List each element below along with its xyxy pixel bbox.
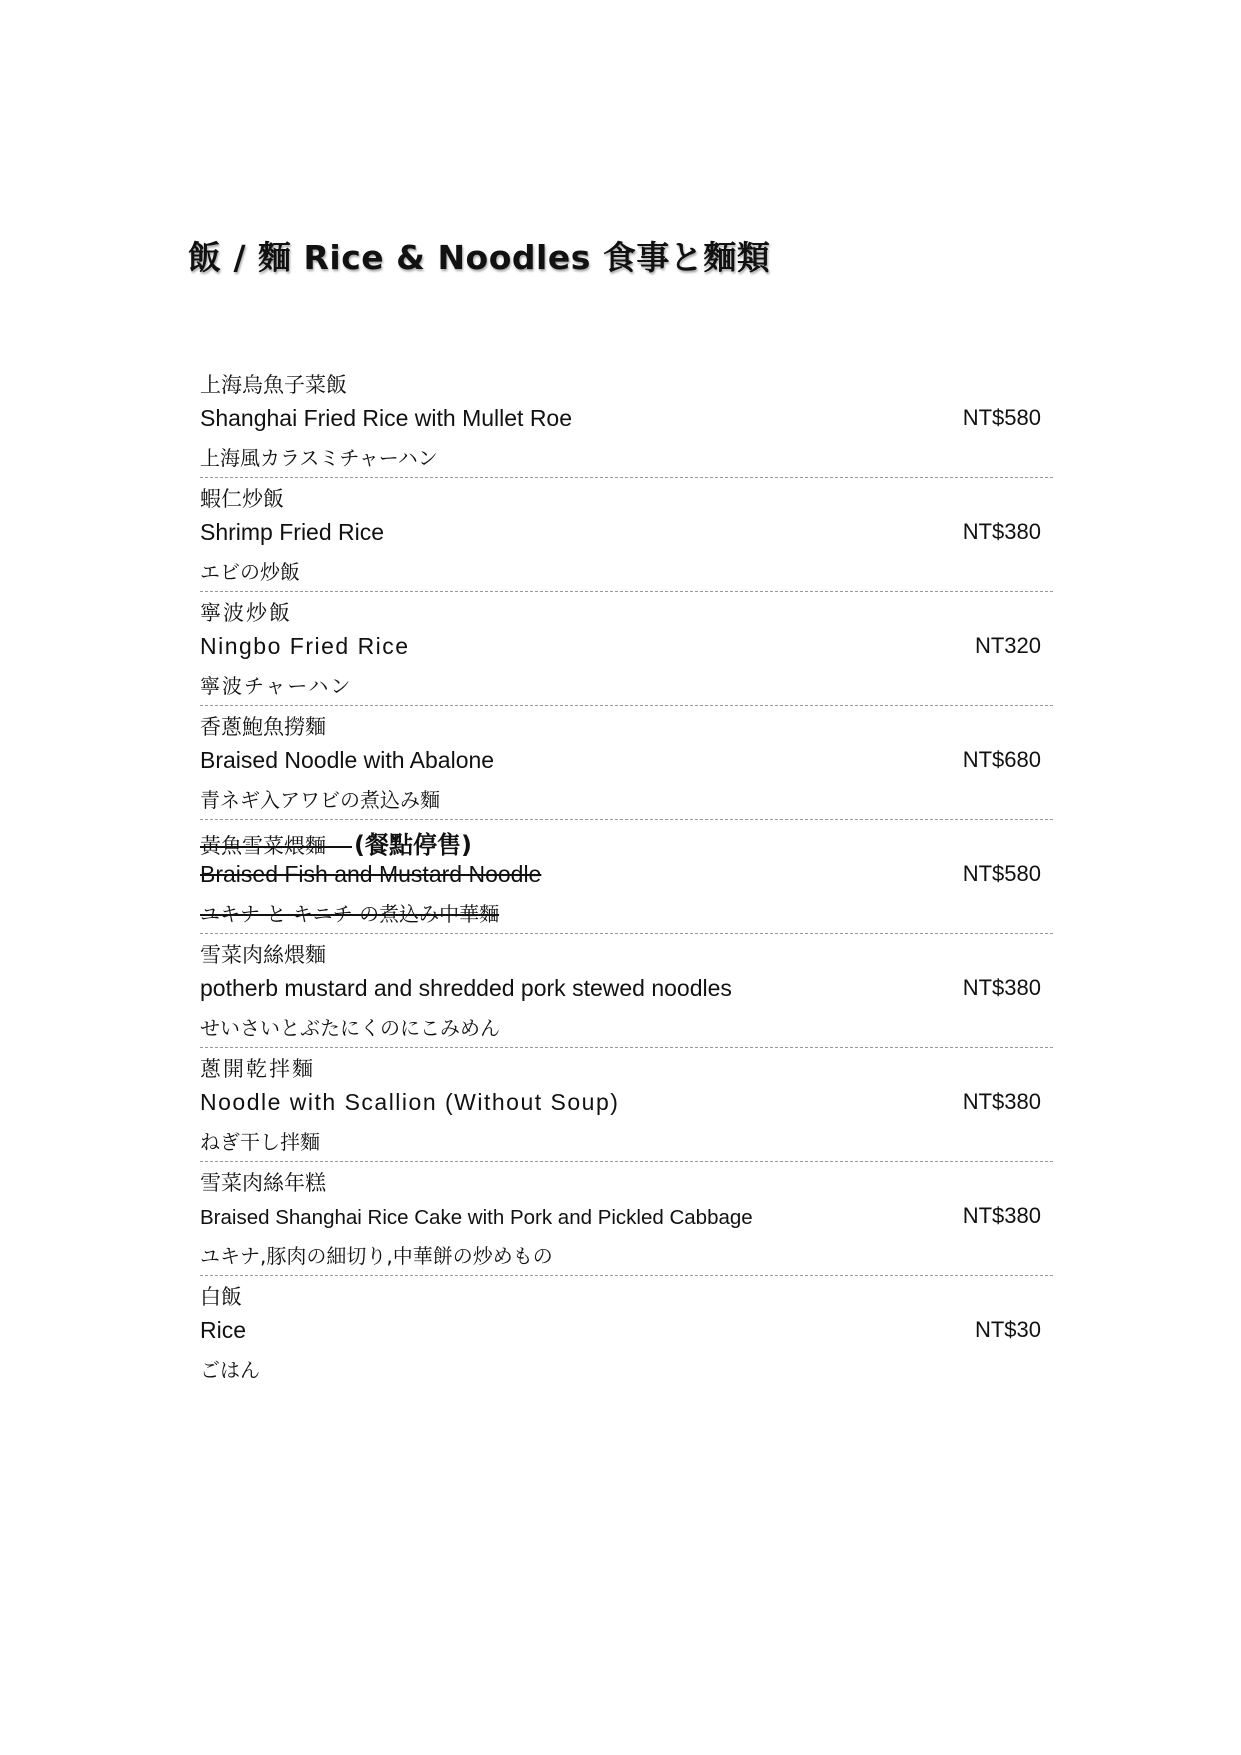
item-name-ja: 青ネギ入アワビの煮込み麵 [200,788,440,812]
item-name-zh: 雪菜肉絲煨麵 [200,943,326,967]
menu-item [200,706,1053,820]
item-name-en: Shanghai Fried Rice with Mullet Roe [200,405,573,431]
item-name-zh: 蝦仁炒飯 [200,487,284,511]
menu-list [200,364,1053,1390]
item-name-zh: 寧波炒飯 [200,601,292,625]
menu-item [200,1048,1053,1162]
item-name-ja: エビの炒飯 [200,560,300,584]
menu-item-discontinued [200,820,1053,934]
item-price: NT$380 [962,519,1041,544]
item-name-zh: 蔥開乾拌麵 [200,1057,315,1081]
item-name-zh: 雪菜肉絲年糕 [200,1171,326,1195]
strike-line [326,846,352,848]
item-name-zh: 黃魚雪菜煨麵 [200,834,326,858]
item-price: NT$680 [962,747,1041,772]
menu-item [200,1276,1053,1390]
item-name-en: Braised Shanghai Rice Cake with Pork and Pickled Cabbage [200,1206,753,1229]
item-price: NT320 [974,633,1041,658]
item-price: NT$380 [962,1203,1041,1228]
item-name-ja: 上海風カラスミチャーハン [200,446,438,470]
item-name-en: Noodle with Scallion (Without Soup) [200,1089,620,1115]
item-name-en: Rice [200,1317,247,1343]
item-name-en: Braised Fish and Mustard Noodle [200,861,542,887]
item-name-ja: 寧波チャーハン [200,674,353,698]
item-name-zh-line [200,825,472,860]
item-name-zh: 香蔥鮑魚撈麵 [200,715,326,739]
item-name-zh: 白飯 [200,1285,242,1309]
menu-item [200,1162,1053,1276]
item-price: NT$580 [962,861,1041,886]
menu-item [200,934,1053,1048]
page-title: 飯 / 麵 Rice & Noodles 食事と麵類 [188,238,771,277]
item-name-zh: 上海烏魚子菜飯 [200,373,347,397]
item-name-ja: ねぎ干し拌麵 [200,1130,320,1154]
menu-item [200,592,1053,706]
menu-item [200,478,1053,592]
item-name-en: Ningbo Fried Rice [200,633,410,659]
menu-item [200,364,1053,478]
item-name-en: Shrimp Fried Rice [200,519,385,545]
item-name-ja: ユキナ,豚肉の細切り,中華餅の炒めもの [200,1244,553,1268]
item-name-en: Braised Noodle with Abalone [200,747,495,773]
item-price: NT$380 [962,975,1041,1000]
item-name-ja: ユキナ と キニチ の煮込み中華麵 [200,902,500,926]
item-price: NT$30 [974,1317,1041,1342]
discontinued-label: (餐點停售) [354,831,472,859]
item-price: NT$580 [962,405,1041,430]
item-name-ja: せいさいとぶたにくのにこみめん [200,1016,500,1040]
item-price: NT$380 [962,1089,1041,1114]
item-name-ja: ごはん [200,1358,260,1382]
item-name-en: potherb mustard and shredded pork stewed noodles [200,975,732,1001]
